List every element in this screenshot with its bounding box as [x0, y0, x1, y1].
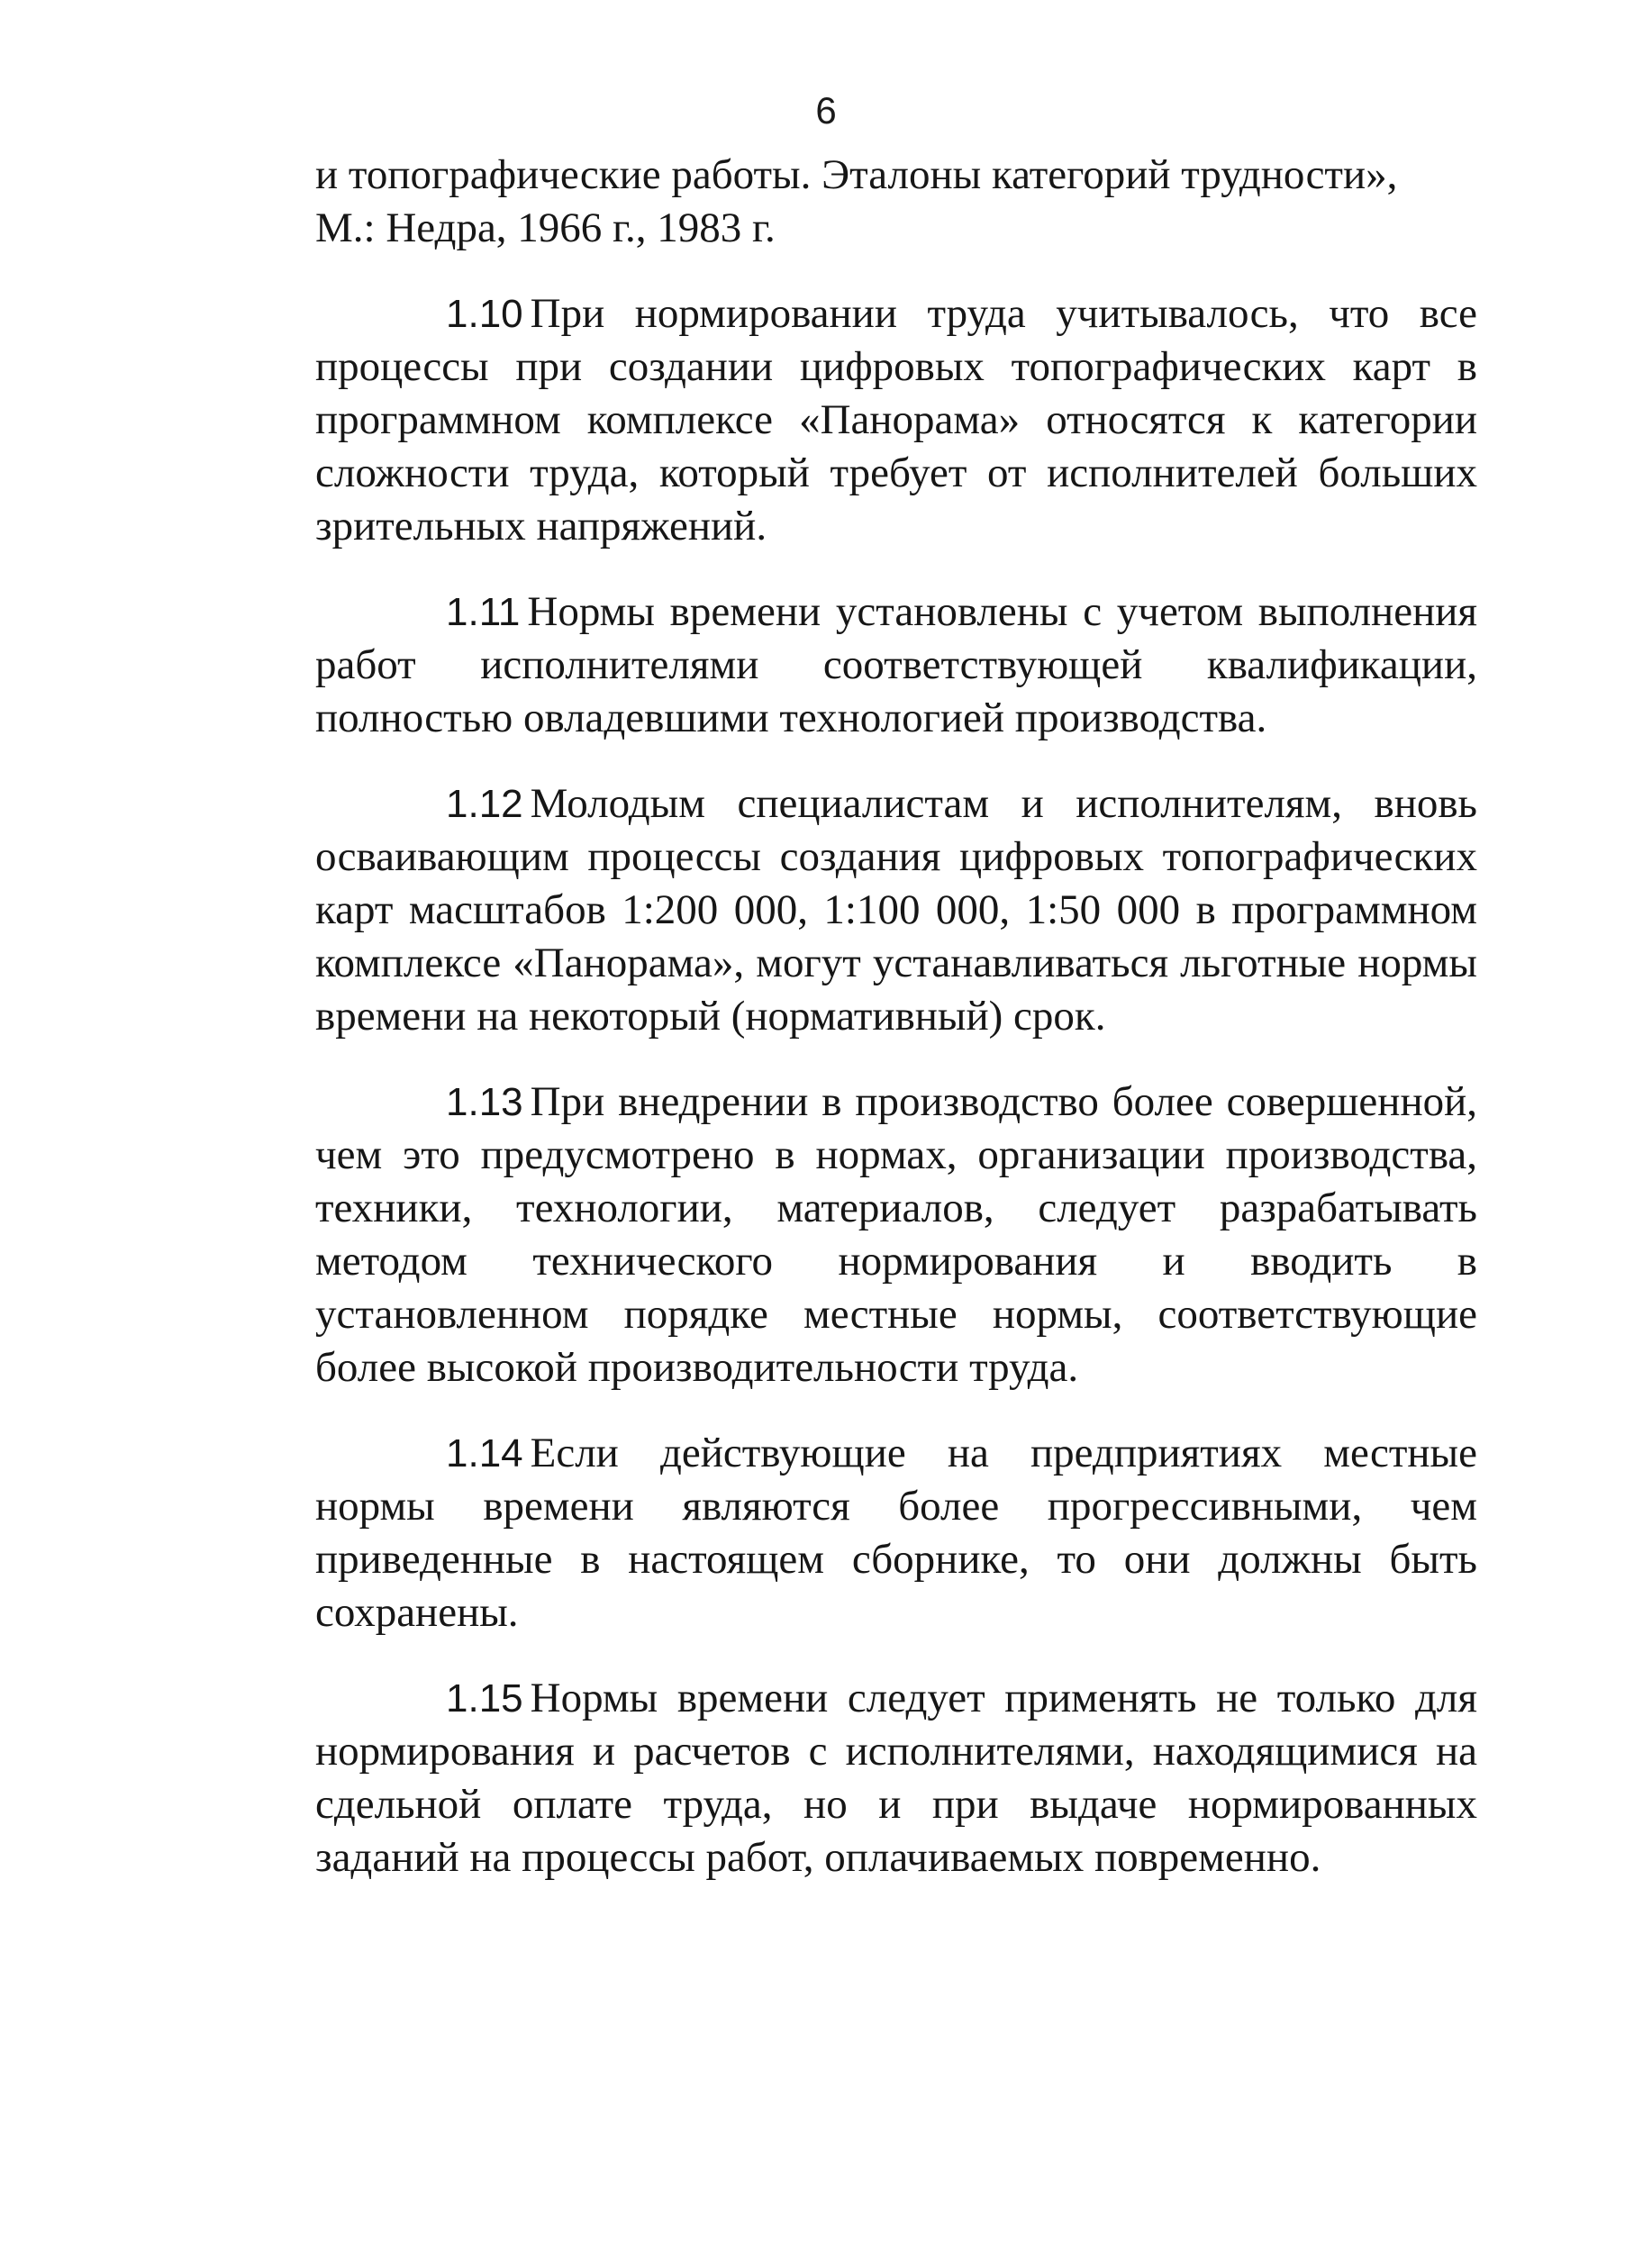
paragraph-text: При нормировании труда учитывалось, что все процессы при создании цифровых топографических карт в программном комплексе «Панорама» относятся к категории сложности труда, который требует от исполнителей больших зрительных напряжений.: [315, 290, 1477, 549]
paragraph-1-15: [315, 1672, 1477, 1884]
page-number: 6: [815, 89, 837, 132]
document-body: [315, 149, 1477, 1917]
paragraph-text: Молодым специалистам и исполнителям, вновь осваивающим процессы создания цифровых топографических карт масштабов 1:200 000, 1:100 000, 1:50 000 в программном комплексе «Панорама», могут устанавливаться льготные нормы времени на некоторый (нормативный) срок.: [315, 780, 1477, 1040]
paragraph-1-10: [315, 287, 1477, 553]
paragraph-1-13: [315, 1076, 1477, 1394]
paragraph-number: 1.12: [446, 782, 523, 826]
paragraph-number: 1.15: [446, 1676, 523, 1721]
paragraph-text: Если действующие на предприятиях местные нормы времени являются более прогрессивными, чем приведенные в настоящем сборнике, то они должны быть сохранены.: [315, 1430, 1477, 1636]
continuation-line-2: М.: Недра, 1966 г., 1983 г.: [315, 204, 776, 251]
paragraph-number: 1.14: [446, 1431, 523, 1476]
paragraph-text: Нормы времени следует применять не только для нормирования и расчетов с исполнителями, находящимися на сдельной оплате труда, но и при выдаче нормированных заданий на процессы работ, оплачиваемых повременно.: [315, 1675, 1477, 1881]
paragraph-number: 1.13: [446, 1080, 523, 1124]
paragraph-text: Нормы времени установлены с учетом выполнения работ исполнителями соответствующей квалификации, полностью овладевшими технологией производства.: [315, 588, 1477, 741]
paragraph-1-11: [315, 586, 1477, 745]
paragraph-1-12: [315, 777, 1477, 1043]
paragraph-number: 1.10: [446, 292, 523, 336]
paragraph-text: При внедрении в производство более совершенной, чем это предусмотрено в нормах, организации производства, техники, технологии, материалов, следует разрабатывать методом технического нормирования и вводить в установленном порядке местные нормы, соответствующие более высокой производительности труда.: [315, 1078, 1477, 1391]
paragraph-number: 1.11: [446, 590, 521, 634]
continuation-line-1: и топографические работы. Эталоны категорий трудности»,: [315, 151, 1398, 198]
paragraph-1-14: [315, 1427, 1477, 1639]
